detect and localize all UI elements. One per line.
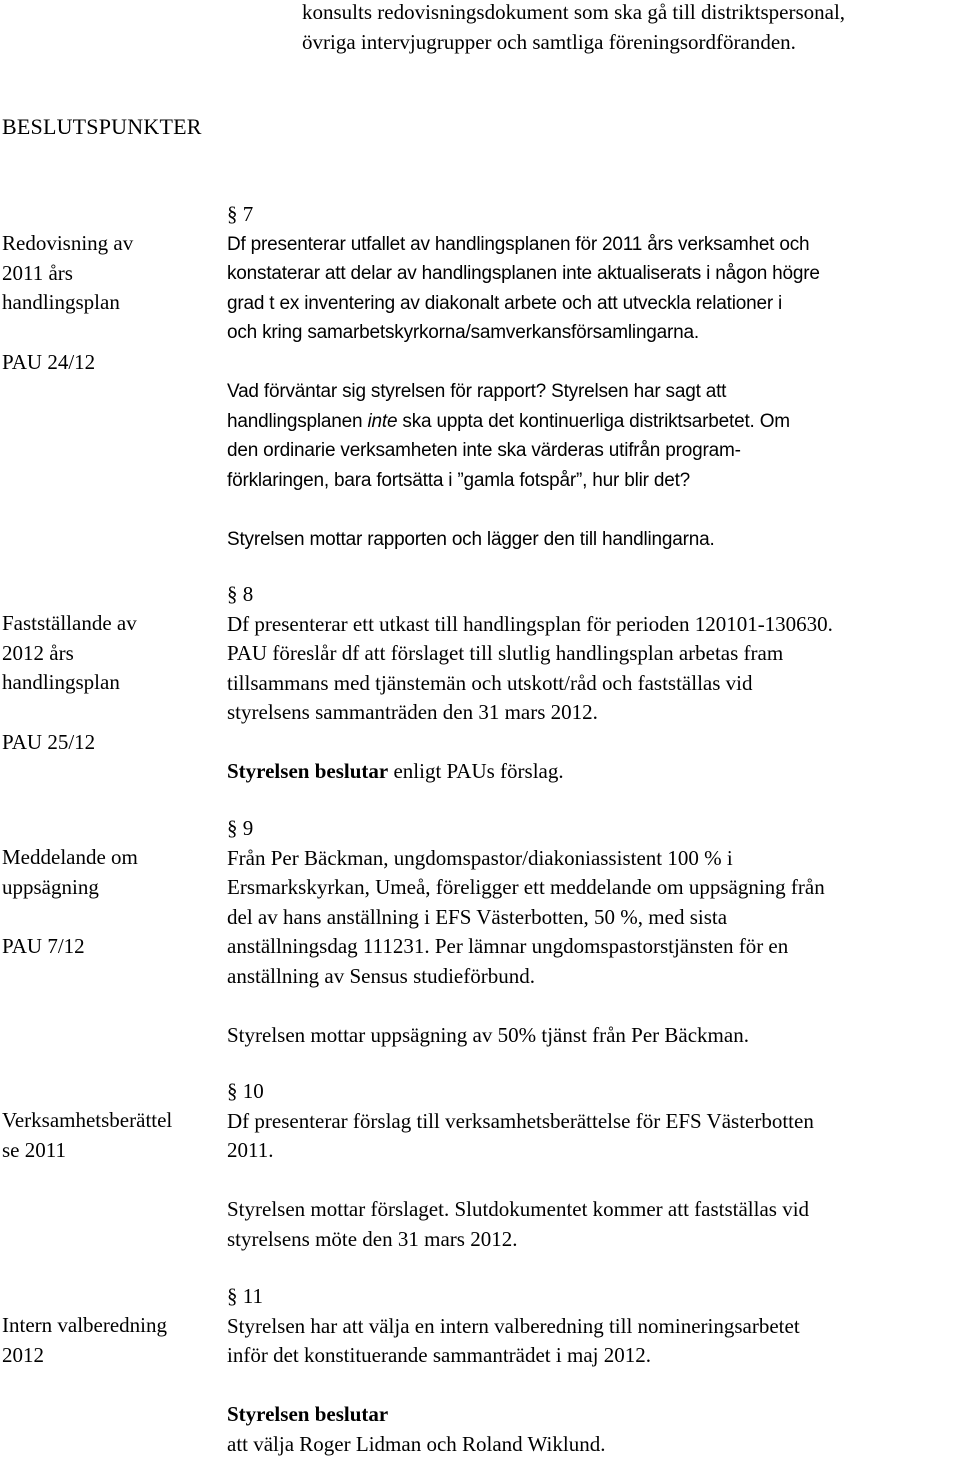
item-9-decision: Styrelsen mottar uppsägning av 50% tjänst från Per Bäckman. <box>227 1021 955 1051</box>
item-9-reference: PAU 7/12 <box>2 932 217 962</box>
item-8-side-line: Fastställande av <box>2 609 217 639</box>
item-11-body-line: Styrelsen har att välja en intern valberedning till nomineringsarbetet <box>227 1312 955 1342</box>
item-9-side-line: Meddelande om <box>2 843 217 873</box>
item-8-side-line: 2012 års <box>2 639 217 669</box>
item-10-body-line: 2011. <box>227 1136 955 1166</box>
item-9-body-line: anställningsdag 111231. Per lämnar ungdomspastorstjänsten för en <box>227 932 955 962</box>
intro-line-2: övriga intervjugrupper och samtliga föreningsordföranden. <box>302 28 952 58</box>
item-9-sidebar <box>2 843 217 962</box>
item-8-number: § 8 <box>227 580 955 610</box>
item-9-side-line: uppsägning <box>2 873 217 903</box>
item-7-reference: PAU 24/12 <box>2 348 217 378</box>
item-10-number: § 10 <box>227 1077 955 1107</box>
decision-label: Styrelsen beslutar <box>227 1402 388 1426</box>
item-11-decision-label <box>227 1400 955 1430</box>
item-7-side-line: Redovisning av <box>2 229 217 259</box>
item-7-content <box>227 200 955 554</box>
emphasis-inte: inte <box>367 411 397 432</box>
item-11-side-line: Intern valberedning <box>2 1311 217 1341</box>
item-11-side-line: 2012 <box>2 1341 217 1371</box>
item-7-body-line: och kring samarbetskyrkorna/samverkansförsamlingarna. <box>227 318 955 348</box>
item-7-number: § 7 <box>227 200 955 230</box>
item-11-body-line: inför det konstituerande sammanträdet i maj 2012. <box>227 1341 955 1371</box>
intro-text <box>302 0 952 57</box>
item-7-body-line: grad t ex inventering av diakonalt arbete och att utveckla relationer i <box>227 289 955 319</box>
item-8-body-line: tillsammans med tjänstemän och utskott/råd och fastställas vid <box>227 669 955 699</box>
item-8-content <box>227 580 955 787</box>
item-7-body-line: Df presenterar utfallet av handlingsplanen för 2011 års verksamhet och <box>227 230 955 260</box>
item-10-decision-line: Styrelsen mottar förslaget. Slutdokumentet kommer att fastställas vid <box>227 1195 955 1225</box>
item-7-side-line: handlingsplan <box>2 288 217 318</box>
item-11-content <box>227 1282 955 1459</box>
item-9-body-line: del av hans anställning i EFS Västerbotten, 50 %, med sista <box>227 903 955 933</box>
item-8-side-line: handlingsplan <box>2 668 217 698</box>
item-7-question: Vad förväntar sig styrelsen för rapport? Styrelsen har sagt att <box>227 377 955 407</box>
item-10-decision-line: styrelsens möte den 31 mars 2012. <box>227 1225 955 1255</box>
item-8-decision: Styrelsen beslutar enligt PAUs förslag. <box>227 757 955 787</box>
item-8-body-line: PAU föreslår df att förslaget till slutlig handlingsplan arbetas fram <box>227 639 955 669</box>
item-9-number: § 9 <box>227 814 955 844</box>
intro-line-1: konsults redovisningsdokument som ska gå till distriktspersonal, <box>302 0 952 28</box>
item-8-reference: PAU 25/12 <box>2 728 217 758</box>
item-9-body-line: Från Per Bäckman, ungdomspastor/diakoniassistent 100 % i <box>227 844 955 874</box>
item-7-sidebar <box>2 229 217 377</box>
item-9-body-line: Ersmarkskyrkan, Umeå, föreligger ett meddelande om uppsägning från <box>227 873 955 903</box>
item-9-content <box>227 814 955 1050</box>
item-10-body-line: Df presenterar förslag till verksamhetsberättelse för EFS Västerbotten <box>227 1107 955 1137</box>
item-7-side-line: 2011 års <box>2 259 217 289</box>
item-10-content <box>227 1077 955 1254</box>
item-10-side-line: se 2011 <box>2 1136 217 1166</box>
item-11-decision: att välja Roger Lidman och Roland Wiklund. <box>227 1430 955 1459</box>
item-8-body-line: Df presenterar ett utkast till handlingsplan för perioden 120101-130630. <box>227 610 955 640</box>
item-11-sidebar <box>2 1311 217 1370</box>
item-7-decision: Styrelsen mottar rapporten och lägger den till handlingarna. <box>227 525 955 555</box>
item-10-side-line: Verksamhetsberättel <box>2 1106 217 1136</box>
item-11-number: § 11 <box>227 1282 955 1312</box>
decision-label: Styrelsen beslutar <box>227 759 388 783</box>
item-8-body-line: styrelsens sammanträden den 31 mars 2012. <box>227 698 955 728</box>
item-8-sidebar <box>2 609 217 757</box>
item-10-sidebar <box>2 1106 217 1165</box>
item-7-question-line: förklaringen, bara fortsätta i ”gamla fotspår”, hur blir det? <box>227 466 955 496</box>
item-7-question-line: handlingsplanen inte ska uppta det kontinuerliga distriktsarbetet. Om <box>227 407 955 437</box>
section-heading: BESLUTSPUNKTER <box>2 112 202 142</box>
item-9-body-line: anställning av Sensus studieförbund. <box>227 962 955 992</box>
item-7-body-line: konstaterar att delar av handlingsplanen inte aktualiserats i någon högre <box>227 259 955 289</box>
item-7-question-line: den ordinarie verksamheten inte ska värderas utifrån program- <box>227 436 955 466</box>
